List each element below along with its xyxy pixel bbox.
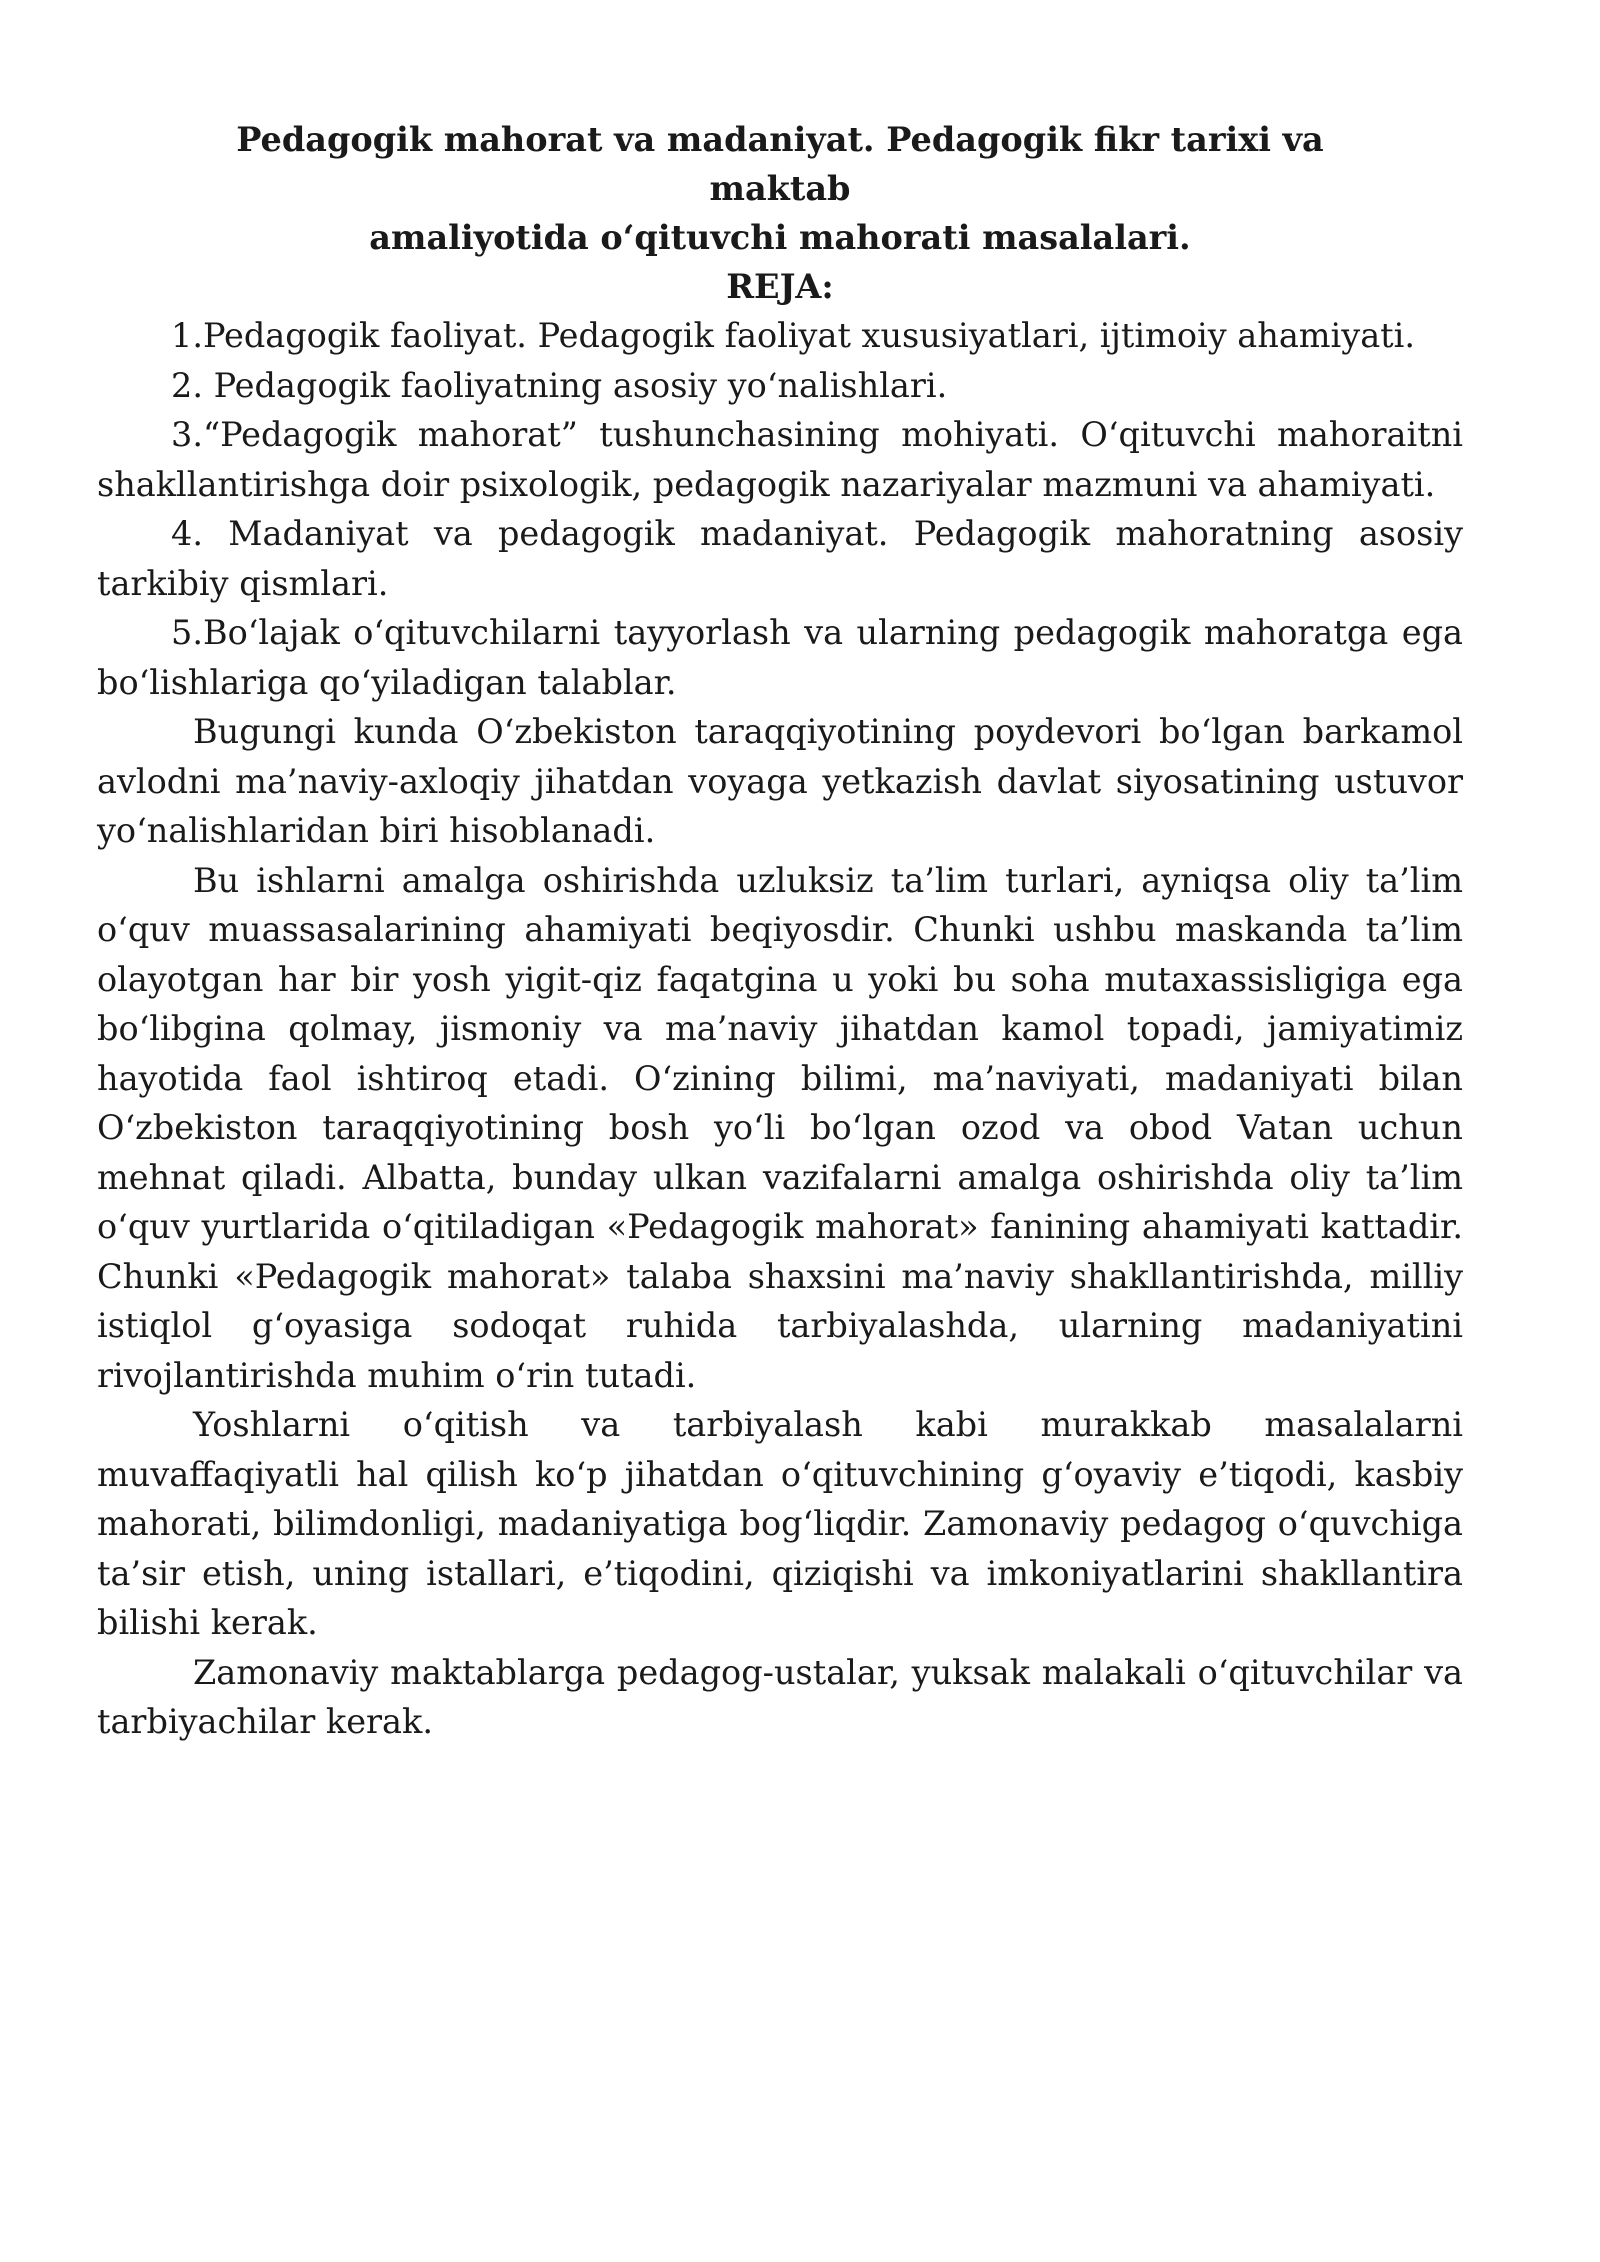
plan-heading: REJA: — [726, 267, 834, 306]
title-line-2: amaliyotida o‘qituvchi mahorati masalalari. — [369, 218, 1191, 257]
plan-item-1: 1.Pedagogik faoliyat. Pedagogik faoliyat xususiyatlari, ijtimoiy ahamiyati. — [171, 316, 1415, 355]
plan-list — [97, 311, 1463, 707]
plan-item-2: 2. Pedagogik faoliyatning asosiy yo‘nalishlari. — [171, 365, 948, 405]
body-paragraph-1: Bugungi kunda O‘zbekiston taraqqiyotining poydevori bo‘lgan barkamol avlodni ma’naviy-axloqiy jihatdan voyaga yetkazish davlat siyosatining ustuvor yo‘nalishlaridan biri hisoblanadi. — [97, 712, 1463, 850]
document-page — [97, 115, 1463, 1747]
body-paragraph-3: Yoshlarni o‘qitish va tarbiyalash kabi murakkab masalalarni muvaffaqiyatli hal qilish ko‘p jihatdan o‘qituvchining g‘oyaviy e’tiqodi, kasbiy mahorati, bilimdonligi, madaniyatiga bog‘liqdir. Zamonaviy pedagog o‘quvchiga ta’sir etish, uning istallari, e’tiqodini, qiziqishi va imkoniyatlarini shakllantira bilishi kerak. — [97, 1405, 1463, 1642]
plan-item-5: 5.Bo‘lajak o‘qituvchilarni tayyorlash va ularning pedagogik mahoratga ega bo‘lishlariga qo‘yiladigan talablar. — [97, 613, 1463, 702]
body-paragraph-2: Bu ishlarni amalga oshirishda uzluksiz ta’lim turlari, ayniqsa oliy ta’lim o‘quv muassasalarining ahamiyati beqiyosdir. Chunki ushbu maskanda ta’lim olayotgan har bir yosh yigit-qiz faqatgina u yoki bu soha mutaxassisligiga ega bo‘libgina qolmay, jismoniy va ma’naviy jihatdan kamol topadi, jamiyatimiz hayotida faol ishtiroq etadi. O‘zining bilimi, ma’naviyati, madaniyati bilan O‘zbekiston taraqqiyotining bosh yo‘li bo‘lgan ozod va obod Vatan uchun mehnat qiladi. Albatta, bunday ulkan vazifalarni amalga oshirishda oliy ta’lim o‘quv yurtlarida o‘qitiladigan «Pedagogik mahorat» fanining ahamiyati kattadir. Chunki «Pedagogik mahorat» talaba shaxsini ma’naviy shakllantirishda, milliy istiqlol g‘oyasiga sodoqat ruhida tarbiyalashda, ularning madaniyatini rivojlantirishda muhim o‘rin tutadi. — [97, 860, 1463, 1395]
body-paragraph-4: Zamonaviy maktablarga pedagog-ustalar, yuksak malakali o‘qituvchilar va tarbiyachilar kerak. — [97, 1652, 1463, 1741]
document-title — [97, 115, 1463, 262]
plan-item-4: 4. Madaniyat va pedagogik madaniyat. Pedagogik mahoratning asosiy tarkibiy qismlari. — [97, 514, 1463, 603]
title-line-1: Pedagogik mahorat va madaniyat. Pedagogik fikr tarixi va maktab — [236, 120, 1324, 208]
plan-item-3: 3.“Pedagogik mahorat” tushunchasining mohiyati. O‘qituvchi mahoraitni shakllantirishga doir psixologik, pedagogik nazariyalar mazmuni va ahamiyati. — [97, 415, 1463, 504]
